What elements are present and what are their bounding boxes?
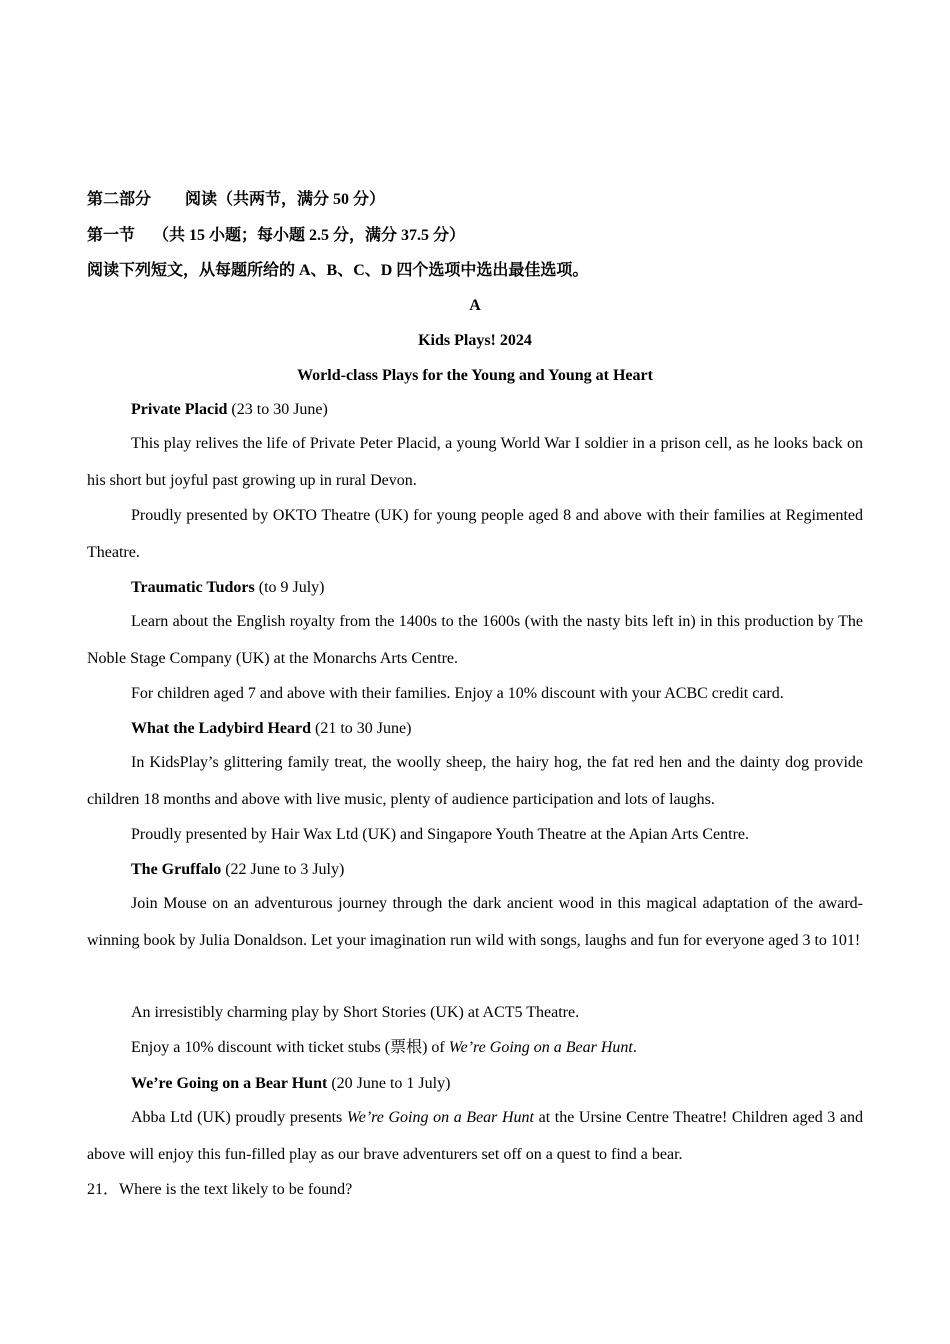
passage-subtitle: World-class Plays for the Young and Young at Heart bbox=[297, 367, 653, 384]
play-name: The Gruffalo bbox=[131, 861, 222, 878]
play-heading bbox=[87, 719, 863, 739]
desc-text-end: at the Ursine Centre Theatre! Children aged 3 and above will enjoy this fun-filled play as our brave adventurers set off on a quest to find a bear. bbox=[87, 1109, 864, 1163]
play-dates: (20 June to 1 July) bbox=[331, 1075, 451, 1092]
part-title: 阅读（共两节，满分 50 分） bbox=[185, 191, 386, 208]
play-extra: Proudly presented by Hair Wax Ltd (UK) and Singapore Youth Theatre at the Apian Arts Centre. bbox=[131, 826, 749, 843]
question-text: Where is the text likely to be found? bbox=[119, 1181, 353, 1198]
question-21 bbox=[87, 1180, 863, 1200]
part-heading bbox=[87, 190, 863, 210]
passage-title: Kids Plays! 2024 bbox=[418, 332, 532, 349]
play-heading bbox=[87, 400, 863, 420]
play-description: Join Mouse on an adventurous journey through the dark ancient wood in this magical adaptation of the award-winning book by Julia Donaldson. Let your imagination run wild with songs, laughs and fun for everyone aged 3 to 101! bbox=[87, 895, 863, 949]
play-name: Traumatic Tudors bbox=[131, 579, 255, 596]
desc-play-title: We’re Going on a Bear Hunt bbox=[346, 1109, 534, 1126]
passage-label: A bbox=[469, 297, 481, 314]
question-number: 21． bbox=[87, 1181, 120, 1198]
discount-text: Enjoy a 10% discount with ticket stubs (票根) of bbox=[131, 1039, 449, 1056]
play-name: We’re Going on a Bear Hunt bbox=[131, 1075, 328, 1092]
discount-play-title: We’re Going on a Bear Hunt bbox=[448, 1039, 633, 1056]
play-extra: For children aged 7 and above with their families. Enjoy a 10% discount with your ACBC credit card. bbox=[131, 685, 784, 702]
part-label: 第二部分 bbox=[87, 191, 152, 208]
play-dates: (to 9 July) bbox=[258, 579, 325, 596]
section-label: 第一节 bbox=[87, 227, 136, 244]
play-description bbox=[87, 1099, 863, 1173]
play-extra: An irresistibly charming play by Short Stories (UK) at ACT5 Theatre. bbox=[131, 1004, 580, 1021]
play-name: What the Ladybird Heard bbox=[131, 720, 312, 737]
section-title: （共 15 小题；每小题 2.5 分，满分 37.5 分） bbox=[153, 227, 466, 244]
play-description: Learn about the English royalty from the 1400s to the 1600s (with the nasty bits left in) in this production by The Noble Stage Company (UK) at the Monarchs Arts Centre. bbox=[87, 613, 863, 667]
play-dates: (23 to 30 June) bbox=[231, 401, 328, 418]
play-heading bbox=[87, 578, 863, 598]
play-dates: (22 June to 3 July) bbox=[225, 861, 345, 878]
play-description: This play relives the life of Private Peter Placid, a young World War I soldier in a prison cell, as he looks back on his short but joyful past growing up in rural Devon. bbox=[87, 435, 863, 489]
play-extra: Proudly presented by OKTO Theatre (UK) for young people aged 8 and above with their families at Regimented Theatre. bbox=[87, 507, 863, 561]
section-heading bbox=[87, 226, 863, 246]
play-heading bbox=[87, 860, 863, 880]
play-description: In KidsPlay’s glittering family treat, the woolly sheep, the hairy hog, the fat red hen and the dainty dog provide children 18 months and above with live music, plenty of audience participation and lots of laughs. bbox=[87, 754, 863, 808]
desc-text: Abba Ltd (UK) proudly presents bbox=[131, 1109, 347, 1126]
play-dates: (21 to 30 June) bbox=[315, 720, 412, 737]
instruction: 阅读下列短文，从每题所给的 A、B、C、D 四个选项中选出最佳选项。 bbox=[87, 262, 589, 279]
play-discount bbox=[87, 1029, 863, 1066]
discount-end: . bbox=[632, 1039, 637, 1056]
play-heading bbox=[87, 1074, 863, 1094]
play-name: Private Placid bbox=[131, 401, 228, 418]
